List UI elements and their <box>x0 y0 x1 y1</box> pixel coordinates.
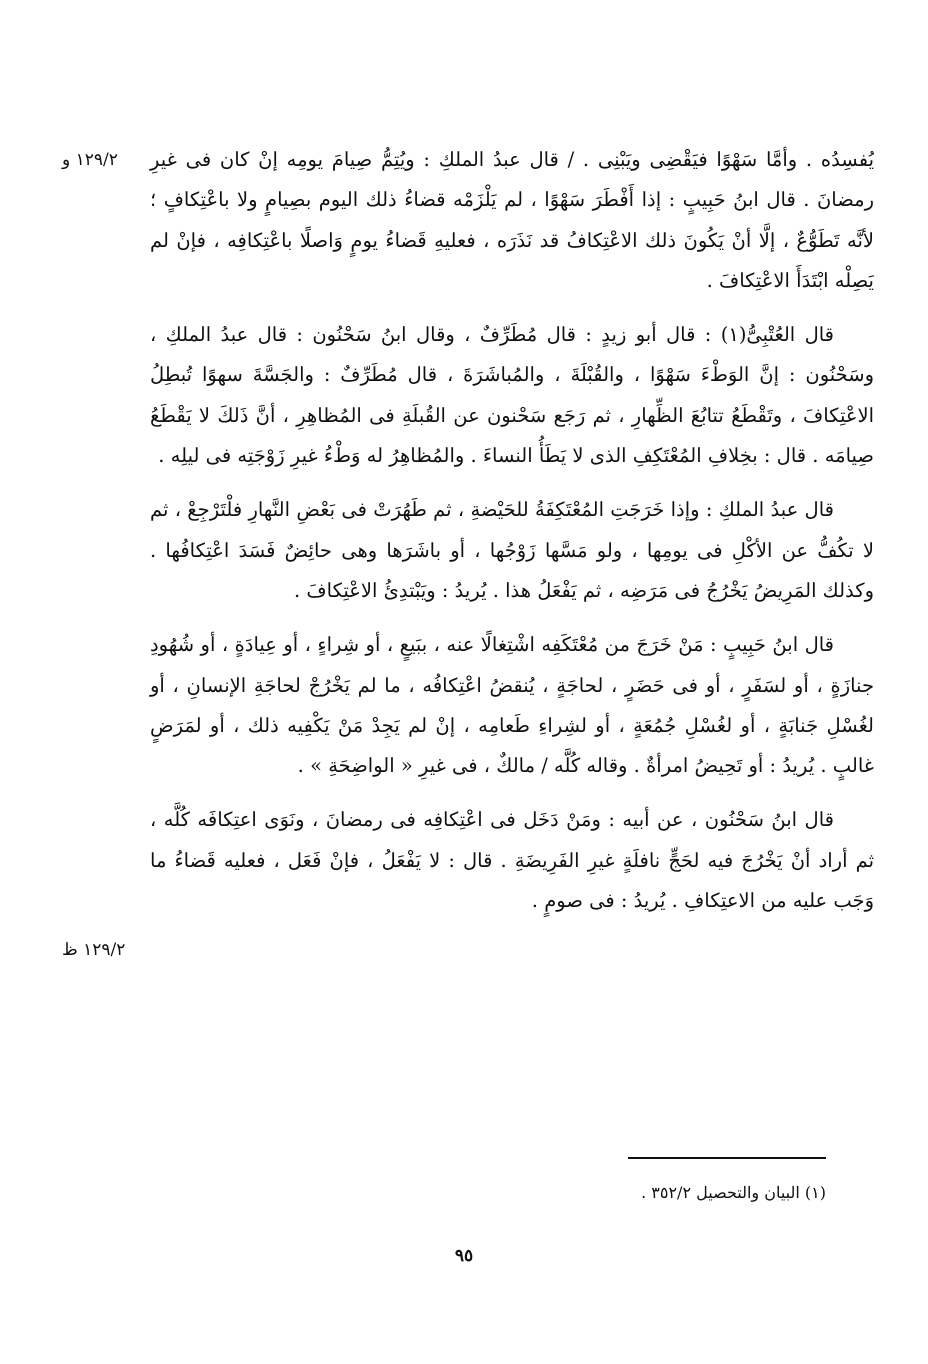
footnote-separator <box>628 1157 826 1159</box>
paragraph: يُفسِدُه . وأمَّا سَهْوًا فيَقْضِى ويَبْنِى . / قال عبدُ الملكِ : ويُتِمُّ صِيامَ يومِه إنْ كان فى غيرِ رمضانَ . قال ابنُ حَبِيبٍ : إذا أَفْطَرَ سَهْوًا ، لم يَلْزَمْه قضاءُ ذلك اليوم بصِيامٍ ولا باعْتِكافٍ ؛ لأنَّه تَطَوُّعٌ ، إلَّا أنْ يَكُونَ ذلك الاعْتِكافُ قد نَذَرَه ، فعليهِ قَضاءُ يومٍ وَاصلًا باعْتِكافِه ، فإنْ لم يَصِلْه ابْتَدَأَ الاعْتِكافَ . <box>150 148 874 292</box>
page-number: ٩٥ <box>454 1246 474 1266</box>
paragraph: قال عبدُ الملكِ : وإذا خَرَجَتِ المُعْتَكِفَةُ للحَيْضةِ ، ثم طَهُرَتْ فى بَعْضِ النَّهارِ فلْتَرْجِعْ ، ثم لا تكُفُّ عن الأكْلِ فى يومِها ، ولو مَسَّها زَوْجُها ، أو باشَرَها وهى حائِضٌ فَسَدَ اعْتِكافُها . وكذلك المَرِيضُ يَخْرُجُ فى مَرَضِه ، ثم يَفْعَلُ هذا . يُريدُ : ويَبْتدِئُ الاعْتِكافَ . <box>150 498 874 602</box>
paragraph: قال العُتْبِىُّ(١) : قال أبو زيدٍ : قال مُطَرِّفٌ ، وقال ابنُ سَحْنُون : قال عبدُ الملكِ ، وسَحْنُون : إنَّ الوَطْءَ سَهْوًا ، والقُبْلَةَ ، والمُباشَرَةَ ، قال مُطَرِّفٌ : والجَسَّةَ سهوًا تُبطِلُ الاعْتِكافَ ، وتَقْطَعُ تتابُعَ الظِّهارِ ، ثم رَجَع سَحْنون عن القُبلَةِ فى المُظاهِرِ ، أنَّ ذَلكَ لا يَقْطَعُ صِيامَه . قال : بخِلافِ المُعْتَكِفِ الذى لا يَطَأُ النساءَ . والمُظاهِرُ له وَطْءُ غيرِ زَوْجَتِه فى ليلِه . <box>150 323 874 468</box>
folio-marker-recto: ١٢٩/٢ و <box>62 150 118 170</box>
main-text <box>150 140 874 935</box>
paragraph: قال ابنُ حَبِيبٍ : مَنْ خَرَجَ من مُعْتَكَفِه اشْتِغالًا عنه ، ببَيعٍ ، أو شِراءٍ ، أو عِيادَةٍ ، أو شُهُودِ جنازَةٍ ، أو لسَفَرٍ ، أو فى حَضَرٍ ، لحاجَةٍ ، يُنقضُ اعْتِكافُه ، ما لم يَخْرُجْ لحاجَةِ الإنسانِ ، أو لغُسْلِ جَنابَةٍ ، أو لغُسْلِ جُمُعَةٍ ، أو لشِراءِ طَعامِه ، إنْ لم يَجِدْ مَنْ يَكْفِيه ذلك ، أو لمَرَضٍ غالبٍ . يُريدُ : أو تَحِيضُ امرأةٌ . وقاله كُلَّه / مالكٌ ، فى غيرِ « الواضِحَةِ » . <box>150 633 874 778</box>
footnote: (١) البيان والتحصيل ٣٥٢/٢ . <box>641 1183 826 1202</box>
paragraph: قال ابنُ سَحْنُون ، عن أبيه : ومَنْ دَخَل فى اعْتِكافِه فى رمضانَ ، ونَوَى اعتِكافَه كُلَّه ، ثم أراد أنْ يَخْرُجَ فيه لحَجٍّ نافلَةٍ غيرِ الفَرِيضَةِ . قال : لا يَفْعَلُ ، فإنْ فَعَل ، فعليه قَضاءُ ما وَجَب عليه من الاعتِكافِ . يُريدُ : فى صومٍ . <box>150 808 874 913</box>
folio-marker-verso: ١٢٩/٢ ظ <box>62 940 126 960</box>
